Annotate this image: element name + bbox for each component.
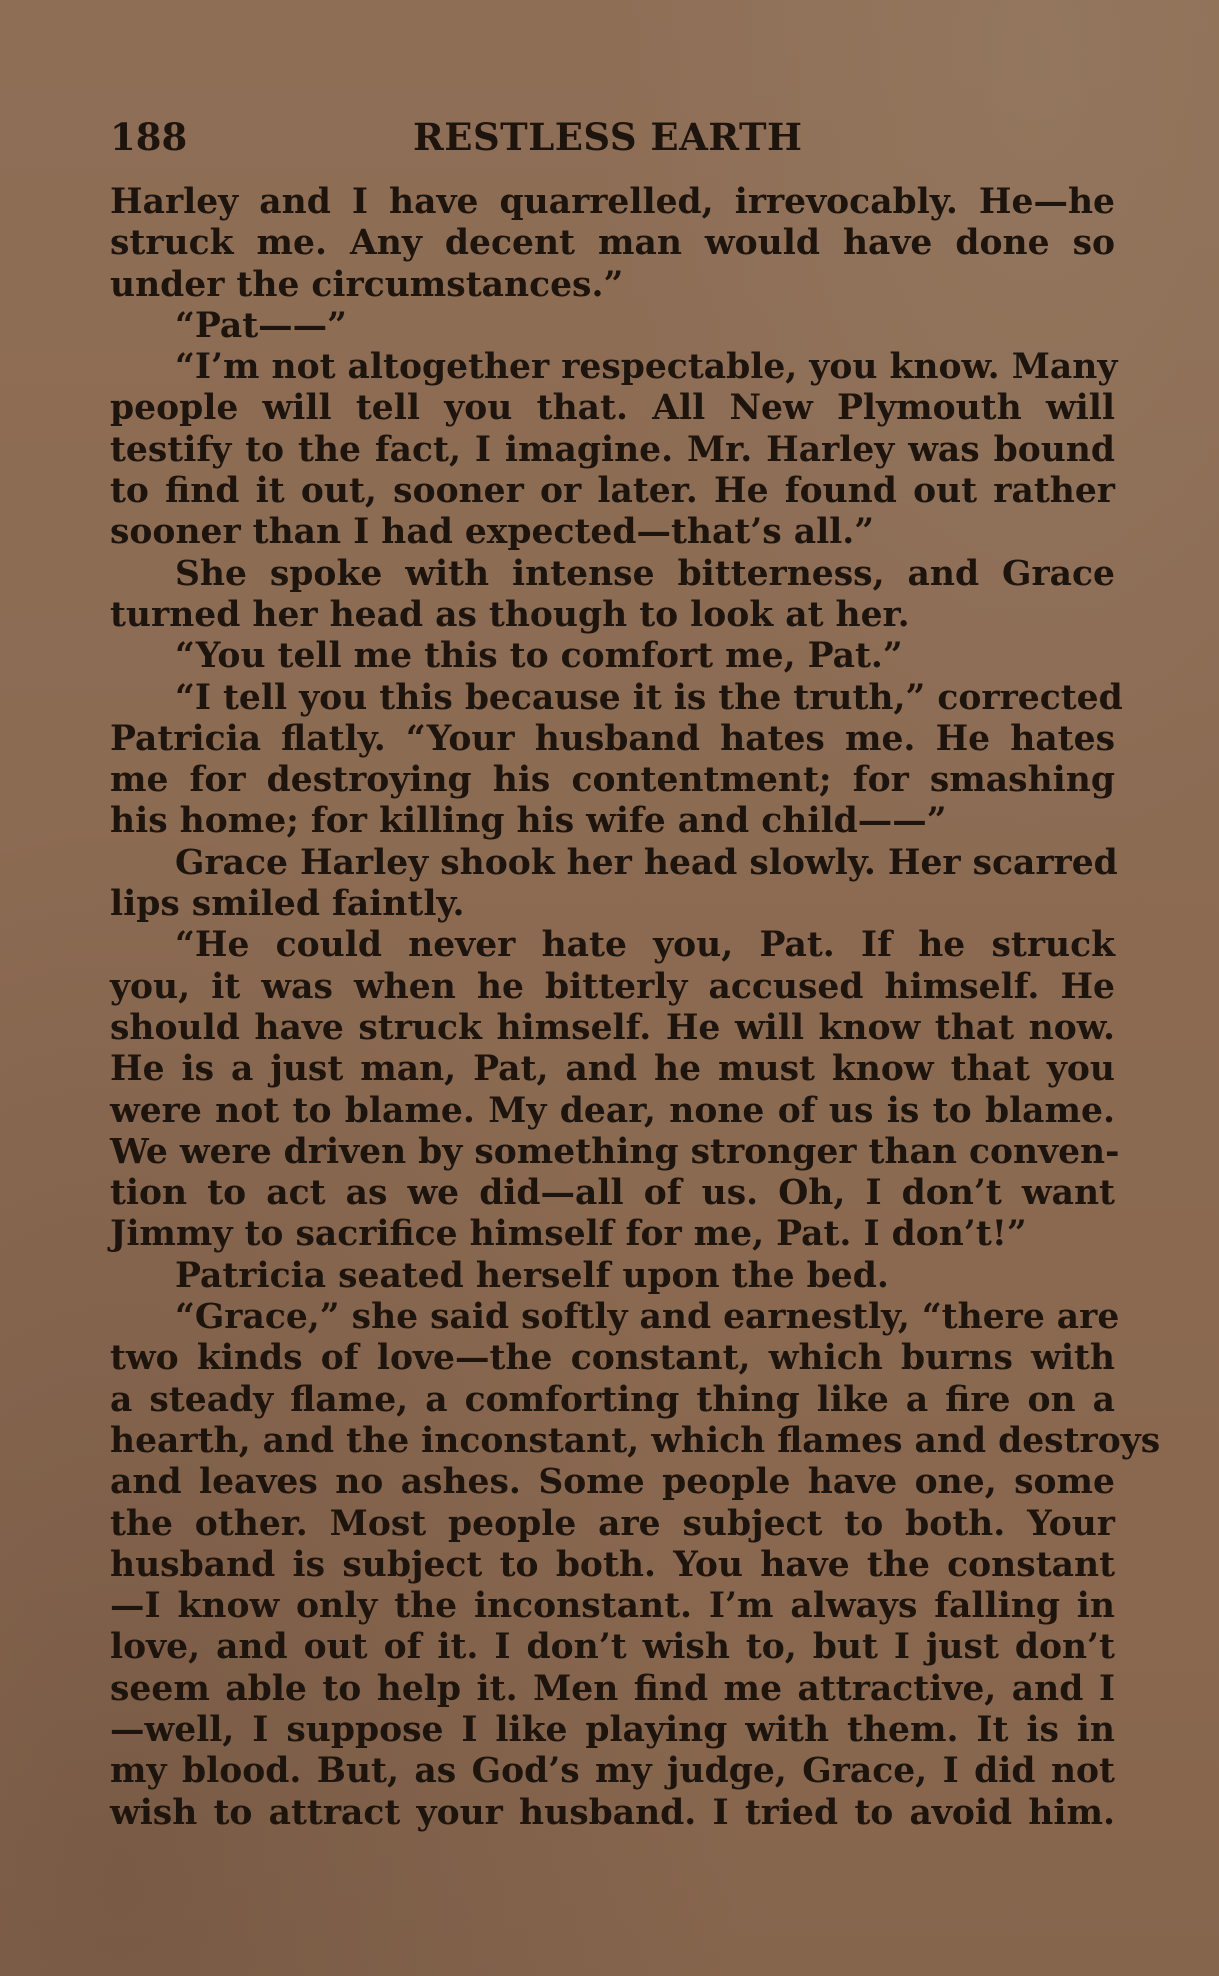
text-line: a steady flame, a comforting thing like a fire on a xyxy=(110,1379,1115,1420)
text-line: “I tell you this because it is the truth,” corrected xyxy=(175,677,1123,718)
text-line: —well, I suppose I like playing with them. It is in xyxy=(110,1709,1115,1750)
text-line: struck me. Any decent man would have done so xyxy=(110,223,1115,264)
text-line: should have struck himself. He will know that now. xyxy=(110,1007,1115,1048)
text-line: love, and out of it. I don’t wish to, but I just don’t xyxy=(110,1627,1115,1668)
text-line: “Grace,” she said softly and earnestly, “there are xyxy=(175,1297,1120,1338)
running-head: RESTLESS EARTH xyxy=(413,115,803,159)
page-number: 188 xyxy=(110,115,188,159)
text-line: Patricia seated herself upon the bed. xyxy=(175,1255,889,1296)
text-line: wish to attract your husband. I tried to avoid him. xyxy=(110,1792,1115,1833)
text-line: and leaves no ashes. Some people have one, some xyxy=(110,1462,1115,1503)
text-line: my blood. But, as God’s my judge, Grace, I did not xyxy=(110,1751,1115,1792)
text-line: We were driven by something stronger than conven- xyxy=(110,1131,1120,1172)
text-line: sooner than I had expected—that’s all.” xyxy=(110,512,875,553)
text-line: Harley and I have quarrelled, irrevocably. He—he xyxy=(110,182,1115,222)
text-line: “I’m not altogether respectable, you know. Many xyxy=(175,347,1118,388)
text-line: seem able to help it. Men find me attractive, and I xyxy=(110,1668,1115,1709)
text-line: tion to act as we did—all of us. Oh, I don’t want xyxy=(110,1173,1115,1214)
text-line: turned her head as though to look at her. xyxy=(110,594,910,635)
text-line: were not to blame. My dear, none of us is to blame. xyxy=(110,1090,1115,1131)
text-line: to find it out, sooner or later. He found out rather xyxy=(110,471,1115,512)
page-header xyxy=(110,112,1115,162)
text-line: Jimmy to sacrifice himself for me, Pat. I don’t!” xyxy=(110,1214,1027,1255)
text-line: —I know only the inconstant. I’m always falling in xyxy=(110,1586,1115,1627)
text-line: He is a just man, Pat, and he must know that you xyxy=(110,1049,1115,1090)
text-line: you, it was when he bitterly accused himself. He xyxy=(110,966,1115,1007)
text-line: She spoke with intense bitterness, and Grace xyxy=(175,553,1115,594)
text-line: two kinds of love—the constant, which burns with xyxy=(110,1338,1115,1379)
text-line: under the circumstances.” xyxy=(110,264,624,305)
text-line: people will tell you that. All New Plymouth will xyxy=(110,388,1115,429)
text-line: testify to the fact, I imagine. Mr. Harley was bound xyxy=(110,429,1115,470)
text-line: “He could never hate you, Pat. If he struck xyxy=(175,925,1115,966)
text-line: hearth, and the inconstant, which flames and destroys xyxy=(110,1420,1161,1461)
text-line: lips smiled faintly. xyxy=(110,884,465,925)
text-line: me for destroying his contentment; for smashing xyxy=(110,760,1115,801)
text-line: husband is subject to both. You have the constant xyxy=(110,1544,1115,1585)
text-line: “You tell me this to comfort me, Pat.” xyxy=(175,636,903,677)
text-line: Patricia flatly. “Your husband hates me. He hates xyxy=(110,718,1115,759)
body-text xyxy=(110,182,1161,1834)
text-line: the other. Most people are subject to both. Your xyxy=(110,1503,1115,1544)
text-line: “Pat——” xyxy=(175,305,347,346)
text-line: Grace Harley shook her head slowly. Her scarred xyxy=(175,842,1118,883)
text-line: his home; for killing his wife and child——” xyxy=(110,801,947,842)
